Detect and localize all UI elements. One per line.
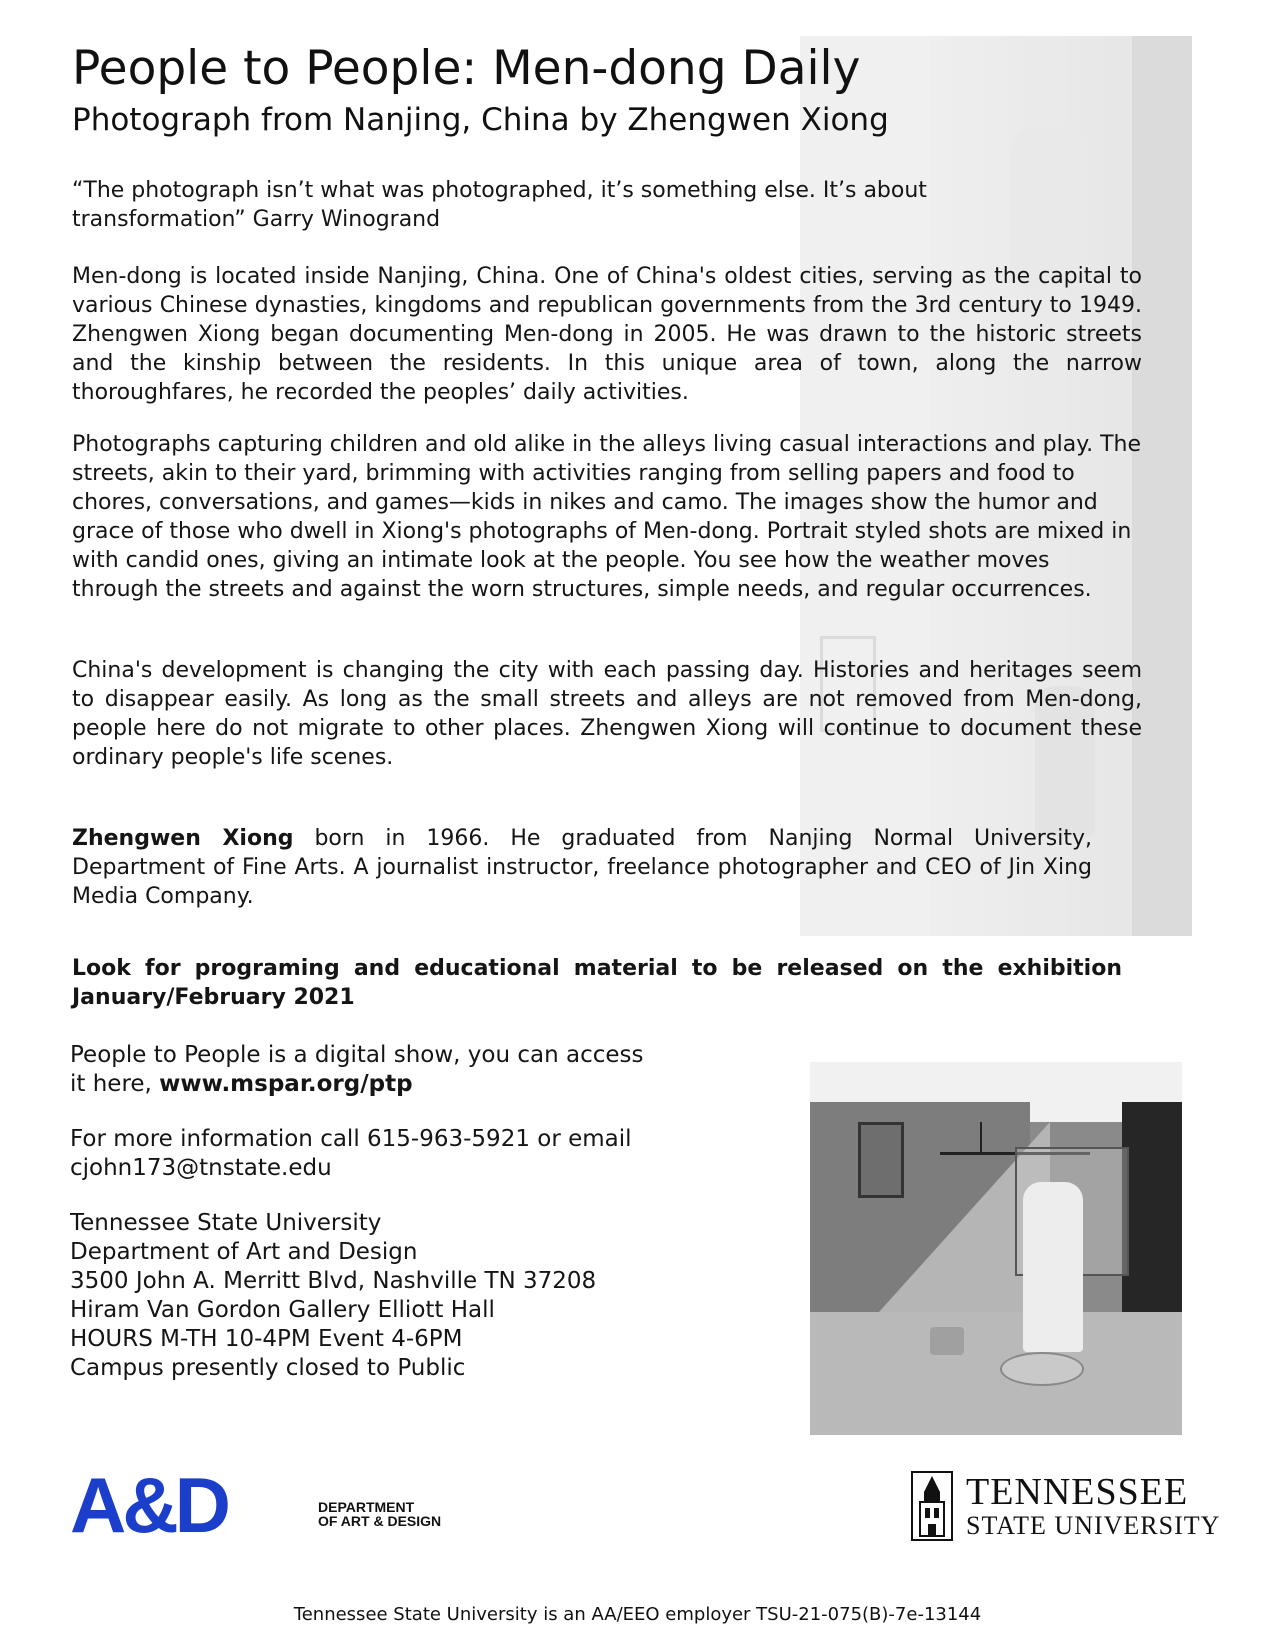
ad-logo-mark: A&D: [70, 1461, 227, 1549]
address-line: HOURS M-TH 10-4PM Event 4-6PM: [70, 1326, 463, 1352]
bio-text: born in 1966. He graduated from Nanjing Normal University, Department of Fine Arts. A journalist instructor, freelance photographer and CEO of Jin Xing Media Company.: [72, 826, 1092, 909]
website-link[interactable]: www.mspar.org/ptp: [159, 1071, 413, 1097]
page-title: People to People: Men-dong Daily: [72, 41, 861, 96]
announcement: Look for programing and educational material to be released on the exhibition January/February 2021: [72, 956, 1122, 1010]
page-subtitle: Photograph from Nanjing, China by Zhengwen Xiong: [72, 102, 889, 138]
tsu-logo-line1: TENNESSEE: [966, 1471, 1189, 1513]
address-line: Department of Art and Design: [70, 1239, 418, 1265]
quote: “The photograph isn’t what was photographed, it’s something else. It’s about transformation” Garry Winogrand: [72, 178, 927, 232]
footer-text: Tennessee State University is an AA/EEO employer TSU-21-075(B)-7e-13144: [293, 1604, 982, 1625]
paragraph-development: China's development is changing the city with each passing day. Histories and heritages seem to disappear easily. As long as the small streets and alleys are not removed from Men-dong, people here do not migrate to other places. Zhengwen Xiong will continue to document these ordinary people's life scenes.: [72, 658, 1142, 770]
address-line: Campus presently closed to Public: [70, 1355, 466, 1381]
art-and-design-logo: [70, 1461, 470, 1549]
bio: [72, 824, 1092, 911]
address-line: Hiram Van Gordon Gallery Elliott Hall: [70, 1297, 495, 1323]
paragraph-photographs: Photographs capturing children and old alike in the alleys living casual interactions and play. The streets, akin to their yard, brimming with activities ranging from selling papers and food to chores, conversations, and games—kids in nikes and camo. The images show the humor and grace of those who dwell in Xiong's photographs of Men-dong. Portrait styled shots are mixed in with candid ones, giving an intimate look at the people. You see how the weather moves through the streets and against the worn structures, simple needs, and regular occurrences.: [72, 432, 1141, 602]
bio-name: Zhengwen Xiong: [72, 826, 294, 851]
paragraph-history: Men-dong is located inside Nanjing, China. One of China's oldest cities, serving as the capital to various Chinese dynasties, kingdoms and republican governments from the 3rd century to 1949. Zhengwen Xiong began documenting Men-dong in 2005. He was drawn to the historic streets and the kinship between the residents. In this unique area of town, along the narrow thoroughfares, he recorded the peoples’ daily activities.: [72, 264, 1142, 405]
digital-show-info: [70, 1041, 710, 1099]
ad-logo-text: DEPARTMENT OF ART & DESIGN: [318, 1499, 442, 1529]
address-line: Tennessee State University: [70, 1210, 382, 1236]
address-line: 3500 John A. Merritt Blvd, Nashville TN 37208: [70, 1268, 597, 1294]
exhibition-photograph: [810, 1062, 1182, 1435]
contact-line: For more information call 615-963-5921 or email: [70, 1126, 632, 1152]
tower-icon: [910, 1470, 954, 1542]
contact-email[interactable]: cjohn173@tnstate.edu: [70, 1155, 332, 1181]
tsu-logo-line2: STATE UNIVERSITY: [966, 1511, 1221, 1540]
digital-show-access: it here, www.mspar.org/ptp: [70, 1071, 413, 1097]
digital-show-line: People to People is a digital show, you can access: [70, 1042, 644, 1068]
tsu-logo: [910, 1470, 1221, 1542]
address-block: [70, 1209, 710, 1383]
contact-info: [70, 1125, 710, 1183]
